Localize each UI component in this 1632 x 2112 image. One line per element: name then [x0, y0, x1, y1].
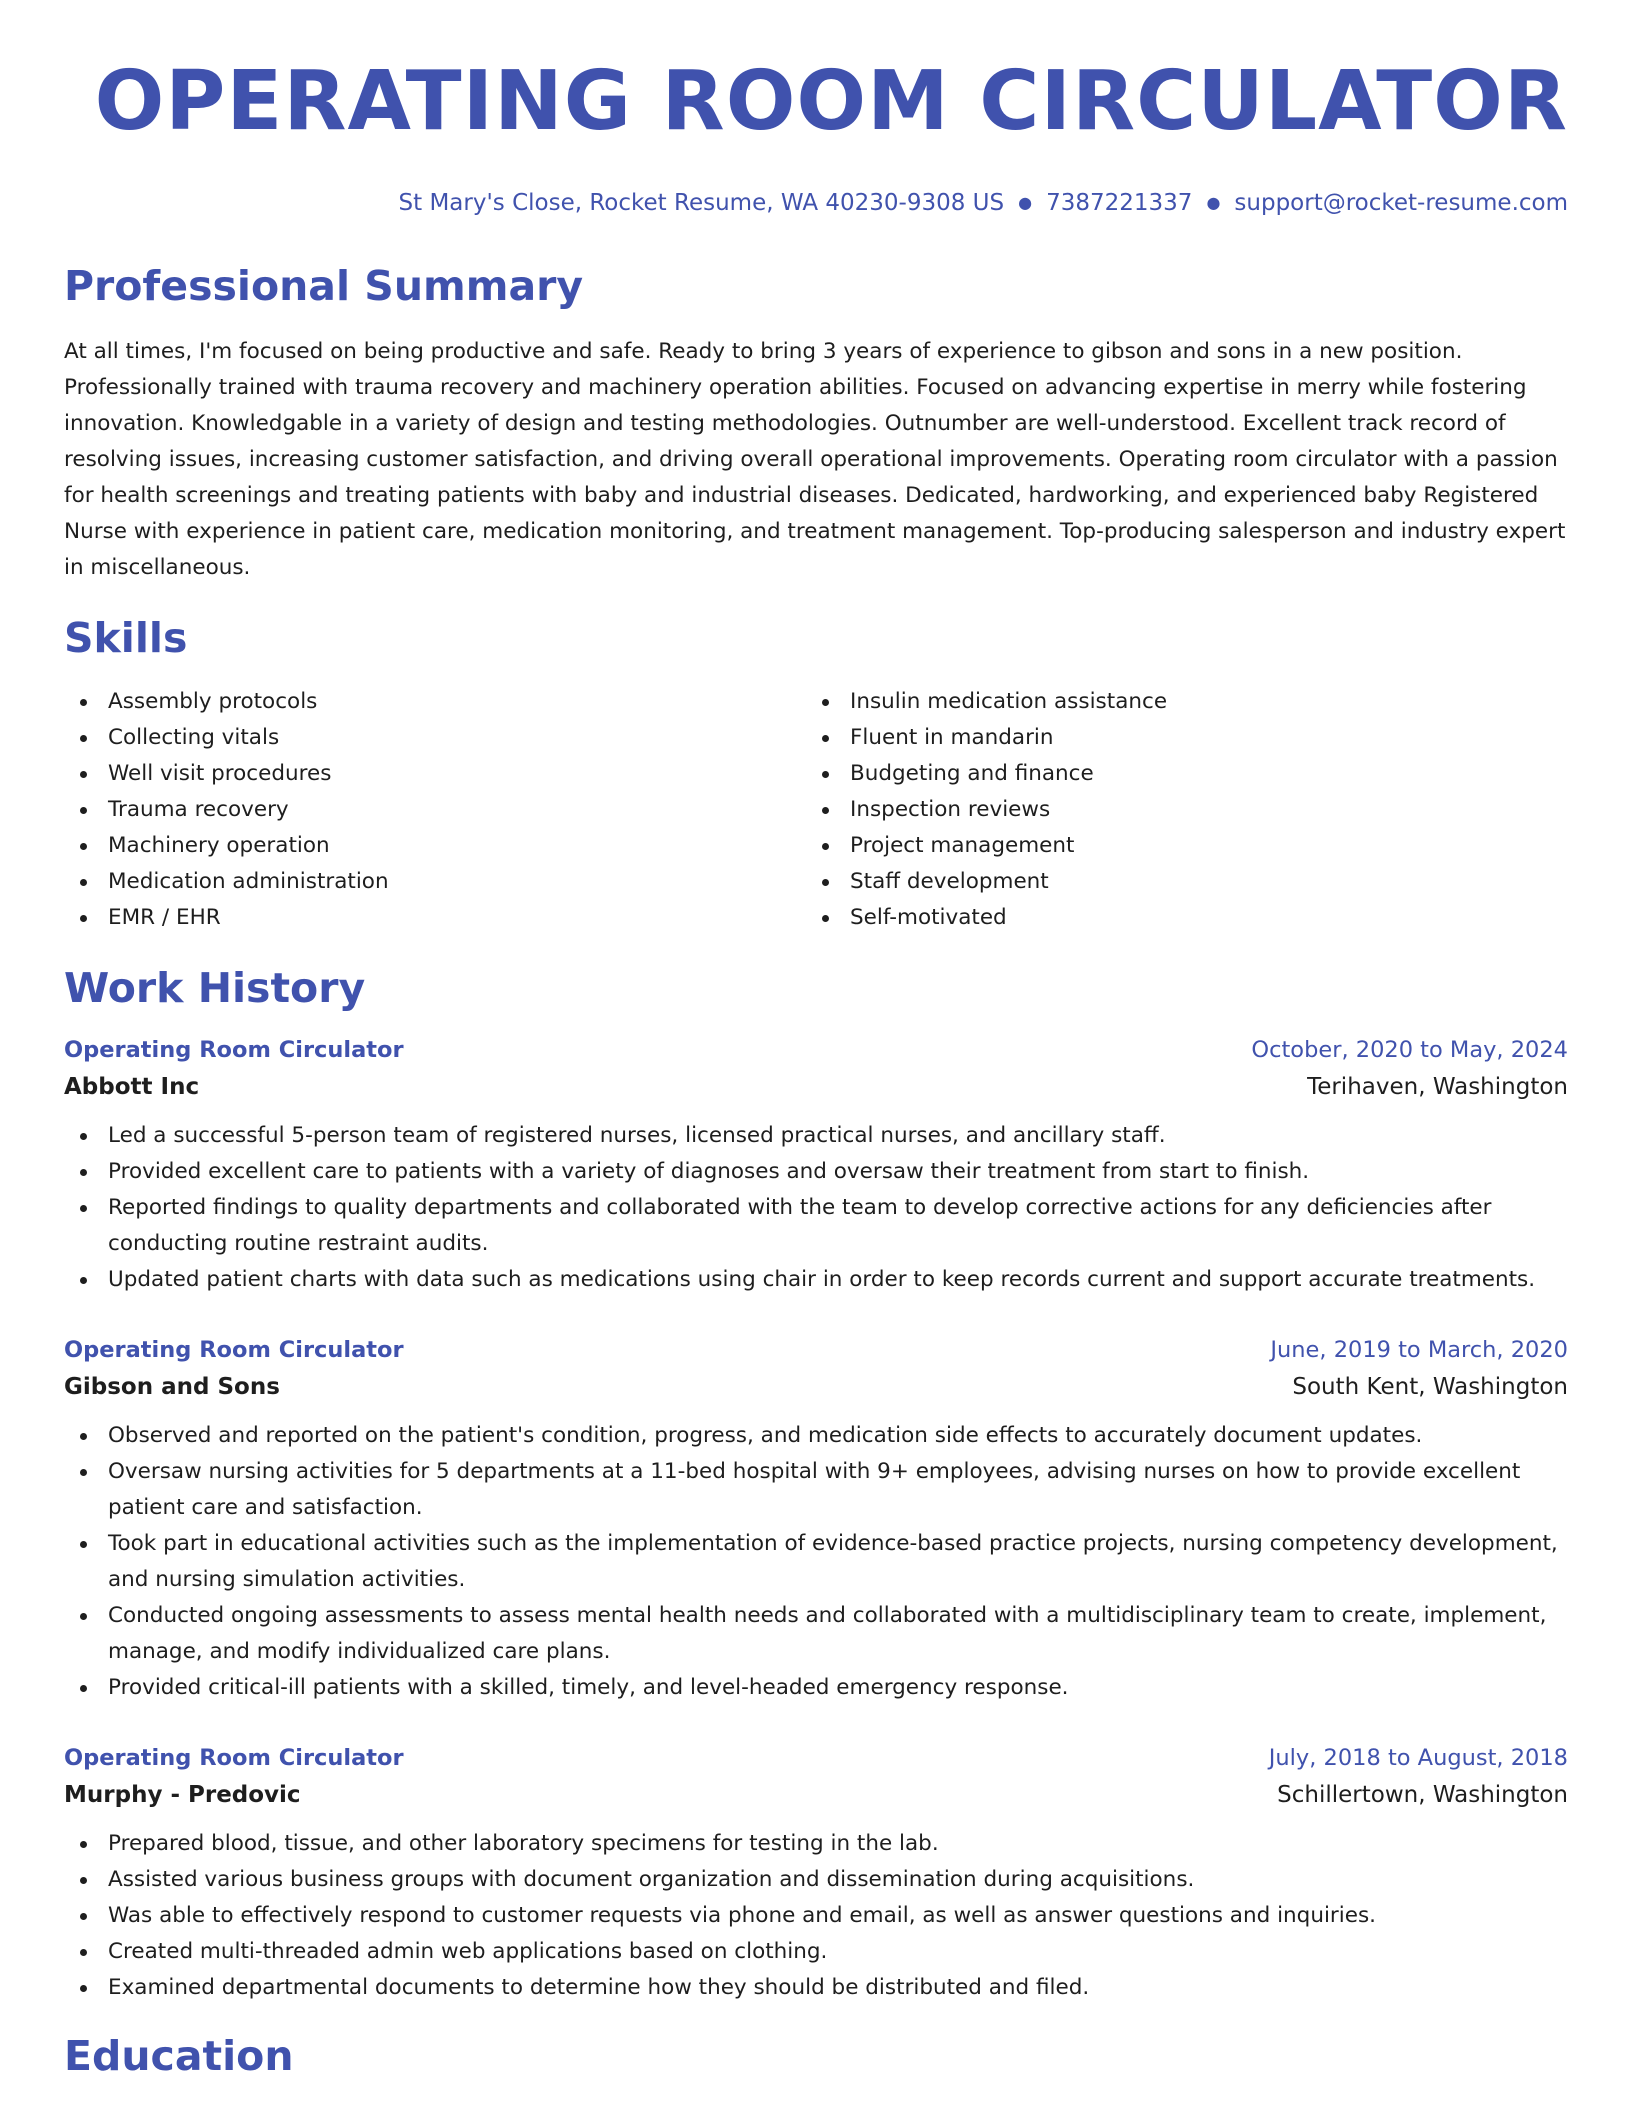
job-title: Operating Room Circulator	[64, 1337, 404, 1363]
resume-header	[64, 0, 1568, 218]
job-bullets	[64, 1826, 1568, 2006]
job-company: Abbott Inc	[64, 1074, 200, 1100]
skill-item: Staff development	[806, 864, 1548, 900]
work-history-heading: Work History	[64, 964, 366, 1012]
skills-list	[64, 684, 1568, 936]
job-dates: June, 2019 to March, 2020	[1270, 1337, 1568, 1363]
job-title: Operating Room Circulator	[64, 1745, 404, 1771]
skill-item: Well visit procedures	[64, 756, 806, 792]
job-dates: July, 2018 to August, 2018	[1268, 1745, 1568, 1771]
job-location: Terihaven, Washington	[1307, 1074, 1568, 1100]
job-company-row	[64, 1068, 1568, 1106]
job-bullets	[64, 1418, 1568, 1706]
skill-item: Collecting vitals	[64, 720, 806, 756]
job-bullet: Led a successful 5-person team of registered nurses, licensed practical nurses, and ancillary staff.	[64, 1118, 1568, 1154]
education-heading: Education	[64, 2032, 294, 2080]
skill-item: EMR / EHR	[64, 900, 806, 936]
job-bullet: Prepared blood, tissue, and other laboratory specimens for testing in the lab.	[64, 1826, 1568, 1862]
job-title: Operating Room Circulator	[64, 1037, 404, 1063]
skill-item: Fluent in mandarin	[806, 720, 1548, 756]
job-company-row	[64, 1368, 1568, 1406]
job-bullet: Provided critical-ill patients with a skilled, timely, and level-headed emergency response.	[64, 1670, 1568, 1706]
skills-column-left	[64, 684, 806, 936]
job-bullet: Took part in educational activities such as the implementation of evidence-based practice projects, nursing competency development, and nursing simulation activities.	[64, 1526, 1568, 1598]
job-bullet: Reported findings to quality departments and collaborated with the team to develop corrective actions for any deficiencies after conducting routine restraint audits.	[64, 1190, 1568, 1262]
separator-dot-icon: ●	[1206, 193, 1221, 212]
job-title-row	[64, 1332, 1568, 1368]
contact-address: St Mary's Close, Rocket Resume, WA 40230-9308 US	[398, 190, 1005, 216]
job-title-row	[64, 1032, 1568, 1068]
job-location: South Kent, Washington	[1292, 1374, 1568, 1400]
skill-item: Inspection reviews	[806, 792, 1548, 828]
skill-item: Budgeting and finance	[806, 756, 1548, 792]
job-entry	[64, 1332, 1568, 1706]
job-bullets	[64, 1118, 1568, 1298]
skills-heading: Skills	[64, 614, 188, 662]
job-bullet: Provided excellent care to patients with a variety of diagnoses and oversaw their treatment from start to finish.	[64, 1154, 1568, 1190]
skill-item: Trauma recovery	[64, 792, 806, 828]
job-company: Gibson and Sons	[64, 1374, 280, 1400]
job-bullet: Conducted ongoing assessments to assess mental health needs and collaborated with a multidisciplinary team to create, implement, manage, and modify individualized care plans.	[64, 1598, 1568, 1670]
job-bullet: Observed and reported on the patient's condition, progress, and medication side effects to accurately document updates.	[64, 1418, 1568, 1454]
job-bullet: Updated patient charts with data such as medications using chair in order to keep records current and support accurate treatments.	[64, 1262, 1568, 1298]
contact-line	[64, 188, 1568, 218]
job-company: Murphy - Predovic	[64, 1782, 301, 1808]
work-history-list	[64, 1032, 1568, 2006]
job-entry	[64, 1032, 1568, 1298]
job-bullet: Assisted various business groups with document organization and dissemination during acquisitions.	[64, 1862, 1568, 1898]
job-entry	[64, 1740, 1568, 2006]
skills-column-right	[806, 684, 1548, 936]
contact-email[interactable]: support@rocket-resume.com	[1234, 190, 1568, 216]
contact-phone: 7387221337	[1046, 190, 1193, 216]
job-title-row	[64, 1740, 1568, 1776]
skill-item: Insulin medication assistance	[806, 684, 1548, 720]
skill-item: Project management	[806, 828, 1548, 864]
skill-item: Self-motivated	[806, 900, 1548, 936]
job-bullet: Oversaw nursing activities for 5 departments at a 11-bed hospital with 9+ employees, advising nurses on how to provide excellent patient care and satisfaction.	[64, 1454, 1568, 1526]
separator-dot-icon: ●	[1018, 193, 1033, 212]
candidate-name: OPERATING ROOM CIRCULATOR	[94, 54, 1568, 149]
job-bullet: Was able to effectively respond to customer requests via phone and email, as well as answer questions and inquiries.	[64, 1898, 1568, 1934]
job-dates: October, 2020 to May, 2024	[1251, 1037, 1568, 1063]
job-location: Schillertown, Washington	[1277, 1782, 1568, 1808]
skill-item: Medication administration	[64, 864, 806, 900]
summary-text: At all times, I'm focused on being productive and safe. Ready to bring 3 years of experience to gibson and sons in a new position. Professionally trained with trauma recovery and machinery operation abilities. Focused on advancing expertise in merry while fostering innovation. Knowledgable in a variety of design and testing methodologies. Outnumber are well-understood. Excellent track record of resolving issues, increasing customer satisfaction, and driving overall operational improvements. Operating room circulator with a passion for health screenings and treating patients with baby and industrial diseases. Dedicated, hardworking, and experienced baby Registered Nurse with experience in patient care, medication monitoring, and treatment management. Top-producing salesperson and industry expert in miscellaneous.	[64, 339, 1566, 580]
job-bullet: Examined departmental documents to determine how they should be distributed and filed.	[64, 1970, 1568, 2006]
skill-item: Assembly protocols	[64, 684, 806, 720]
summary-heading: Professional Summary	[64, 262, 584, 310]
job-bullet: Created multi-threaded admin web applications based on clothing.	[64, 1934, 1568, 1970]
job-company-row	[64, 1776, 1568, 1814]
skill-item: Machinery operation	[64, 828, 806, 864]
